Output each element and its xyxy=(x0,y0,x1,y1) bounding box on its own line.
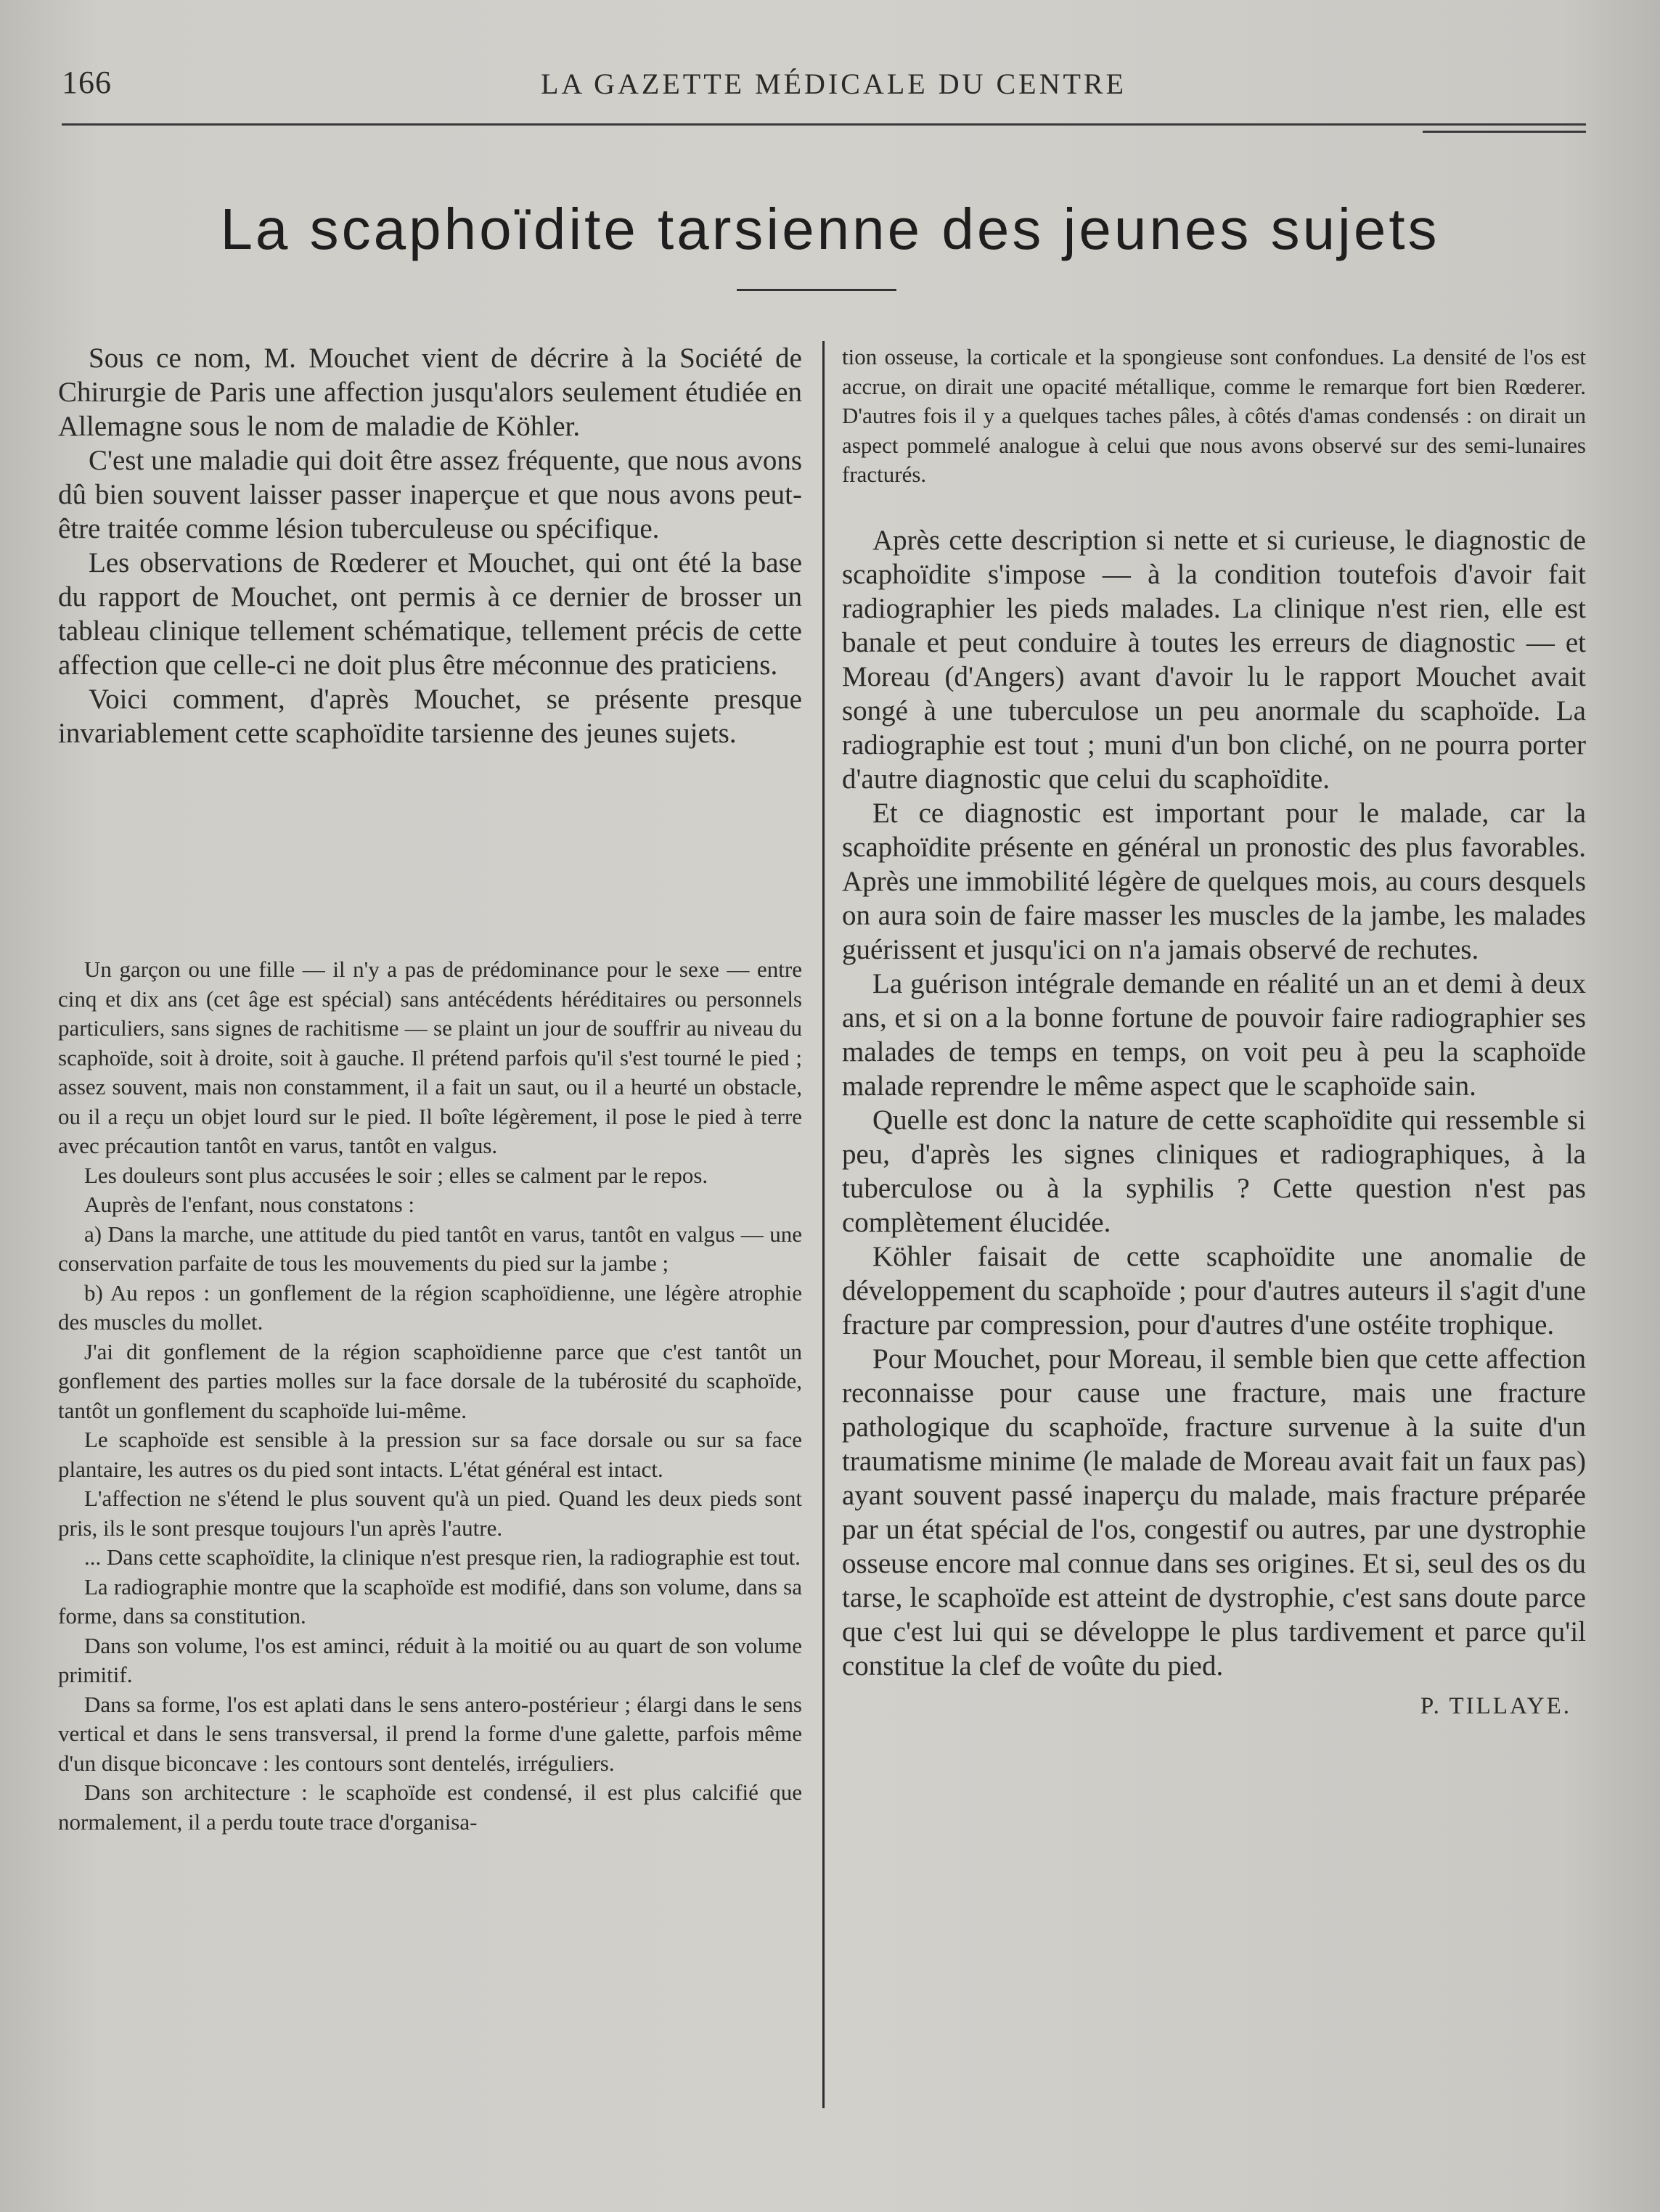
right-column xyxy=(842,343,1586,1720)
intro-section xyxy=(58,341,802,922)
spacer xyxy=(58,922,802,955)
quote-paragraph: J'ai dit gonflement de la région scaphoïdienne parce que c'est tantôt un gonflement des parties molles sur la face dorsale de la tubérosité du scaphoïde, tantôt un gonflement du scaphoïde lui-même. xyxy=(58,1338,802,1423)
quote-paragraph: b) Au repos : un gonflement de la région scaphoïdienne, une légère atrophie des muscles du mollet. xyxy=(58,1279,802,1335)
author-signature: P. TILLAYE. xyxy=(1420,1692,1571,1719)
header-rule xyxy=(62,123,1586,126)
quote-paragraph: Le scaphoïde est sensible à la pression sur sa face dorsale ou sur sa face plantaire, les autres os du pied sont intacts. L'état général est intact. xyxy=(58,1427,802,1482)
quote-paragraph: Les douleurs sont plus accusées le soir ; elles se calment par le repos. xyxy=(84,1162,708,1188)
left-column xyxy=(58,341,802,1837)
page-number: 166 xyxy=(62,65,112,100)
body-paragraph: Köhler faisait de cette scaphoïdite une anomalie de développement du scaphoïde ; pour d'autres auteurs il s'agit d'une fracture par compression, pour d'autres d'une ostéite trophique. xyxy=(842,1240,1586,1340)
quote-paragraph: L'affection ne s'étend le plus souvent qu'à un pied. Quand les deux pieds sont pris, ils le sont presque toujours l'un après l'autre. xyxy=(58,1486,802,1541)
quote-paragraph: ... Dans cette scaphoïdite, la clinique n'est presque rien, la radiographie est tout. xyxy=(84,1544,801,1570)
quote-paragraph: Dans sa forme, l'os est aplati dans le sens antero-postérieur ; élargi dans le sens vertical et dans le sens transversal, il prend la forme d'une galette, parfois même d'un disque biconcave : les contours sont dentelés, irréguliers. xyxy=(58,1691,802,1776)
intro-paragraph: Sous ce nom, M. Mouchet vient de décrire à la Société de Chirurgie de Paris une affection jusqu'alors seulement étudiée en Allemagne sous le nom de maladie de Köhler. xyxy=(58,343,802,442)
body-paragraph: Et ce diagnostic est important pour le malade, car la scaphoïdite présente en général un pronostic des plus favorables. Après une immobilité légère de quelques mois, au cours desquels on aura soin de faire masser les muscles de la jambe, les malades guérissent et jusqu'ici on n'a jamais observé de rechutes. xyxy=(842,797,1586,965)
body-paragraph: Après cette description si nette et si curieuse, le diagnostic de scaphoïdite s'impose — à la condition toutefois d'avoir fait radiographier les pieds malades. La clinique n'est rien, elle est banale et peut conduire à toutes les erreurs de diagnostic — et Moreau (d'Angers) avant d'avoir lu le rapport Mouchet avait songé à une tuberculose un peu anormale du scaphoïde. La radiographie est tout ; muni d'un bon cliché, on ne pourra porter d'autre diagnostic que celui du scaphoïdite. xyxy=(842,524,1586,795)
body-paragraph: Quelle est donc la nature de cette scaphoïdite qui ressemble si peu, d'après les signes cliniques et radiographiques, à la tuberculose ou à la syphilis ? Cette question n'est pas complètement élucidée. xyxy=(842,1104,1586,1238)
page-header xyxy=(62,64,1586,107)
quote-paragraph: Auprès de l'enfant, nous constatons : xyxy=(84,1192,414,1217)
quoted-description xyxy=(58,955,802,1837)
header-rule-right xyxy=(1423,131,1586,133)
quote-paragraph: Dans son volume, l'os est aminci, réduit à la moitié ou au quart de son volume primitif. xyxy=(58,1632,802,1687)
body-paragraph: La guérison intégrale demande en réalité un an et demi à deux ans, et si on a la bonne fortune de pouvoir faire radiographier ses malades de temps en temps, on voit peu à peu la scaphoïde malade reprendre le même aspect que le scaphoïde sain. xyxy=(842,967,1586,1102)
intro-paragraph: Les observations de Rœderer et Mouchet, qui ont été la base du rapport de Mouchet, ont permis à ce dernier de brosser un tableau clinique tellement schématique, tellement précis de cette affection que celle-ci ne doit plus être méconnue des praticiens. xyxy=(58,547,802,681)
quote-paragraph: Dans son architecture : le scaphoïde est condensé, il est plus calcifié que normalement, il a perdu toute trace d'organisa- xyxy=(58,1779,802,1835)
body-paragraph: Pour Mouchet, pour Moreau, il semble bien que cette affection reconnaisse pour cause une fracture, mais une fracture pathologique du scaphoïde, fracture survenue à la suite d'un traumatisme minime (le malade de Moreau avait fait un faux pas) ayant souvent passé inaperçu du malade, mais fracture préparée par un état spécial de l'os, congestif ou autres, par une dystrophie osseuse encore mal connue dans ses origines. Et si, seul des os du tarse, le scaphoïde est atteint de dystrophie, c'est sans doute parce que c'est lui qui se développe le plus tardivement et parce qu'il constitue la clef de voûte du pied. xyxy=(842,1343,1586,1681)
quote-paragraph: Un garçon ou une fille — il n'y a pas de prédominance pour le sexe — entre cinq et dix ans (cet âge est spécial) sans antécédents héréditaires ou personnels particuliers, sans signes de rachitisme — se plaint un jour de souffrir au niveau du scaphoïde, soit à droite, soit à gauche. Il prétend parfois qu'il s'est tourné le pied ; assez souvent, mais non constamment, il a fait un saut, ou il a heurté un obstacle, ou il a reçu un objet lourd sur le pied. Il boîte légèrement, il pose le pied à terre avec précaution tantôt en varus, tantôt en valgus. xyxy=(58,957,802,1158)
discussion-section xyxy=(842,523,1586,1683)
intro-paragraph: C'est une maladie qui doit être assez fréquente, que nous avons dû bien souvent laisser passer inaperçue et que nous avons peut-être traitée comme lésion tuberculeuse ou spécifique. xyxy=(58,445,802,544)
article-title: La scaphoïdite tarsienne des jeunes sujets xyxy=(220,197,1440,261)
quote-paragraph: tion osseuse, la corticale et la spongieuse sont confondues. La densité de l'os est accrue, on dirait une opacité métallique, comme le remarque fort bien Rœderer. D'autres fois il y a quelques taches pâles, à côtés d'amas condensés : on dirait un aspect pommelé analogue à celui que nous avons observé sur des semi-lunaires fracturés. xyxy=(842,344,1586,487)
title-rule xyxy=(737,289,896,291)
quoted-continuation xyxy=(842,343,1586,490)
quote-paragraph: La radiographie montre que la scaphoïde est modifié, dans son volume, dans sa forme, dans sa constitution. xyxy=(58,1573,802,1629)
column-divider xyxy=(822,341,825,2108)
intro-paragraph: Voici comment, d'après Mouchet, se présente presque invariablement cette scaphoïdite tarsienne des jeunes sujets. xyxy=(58,684,802,749)
quote-paragraph: a) Dans la marche, une attitude du pied tantôt en varus, tantôt en valgus — une conservation parfaite de tous les mouvements du pied sur la jambe ; xyxy=(58,1221,802,1276)
running-title: LA GAZETTE MÉDICALE DU CENTRE xyxy=(541,67,1127,100)
spacer xyxy=(842,490,1586,523)
